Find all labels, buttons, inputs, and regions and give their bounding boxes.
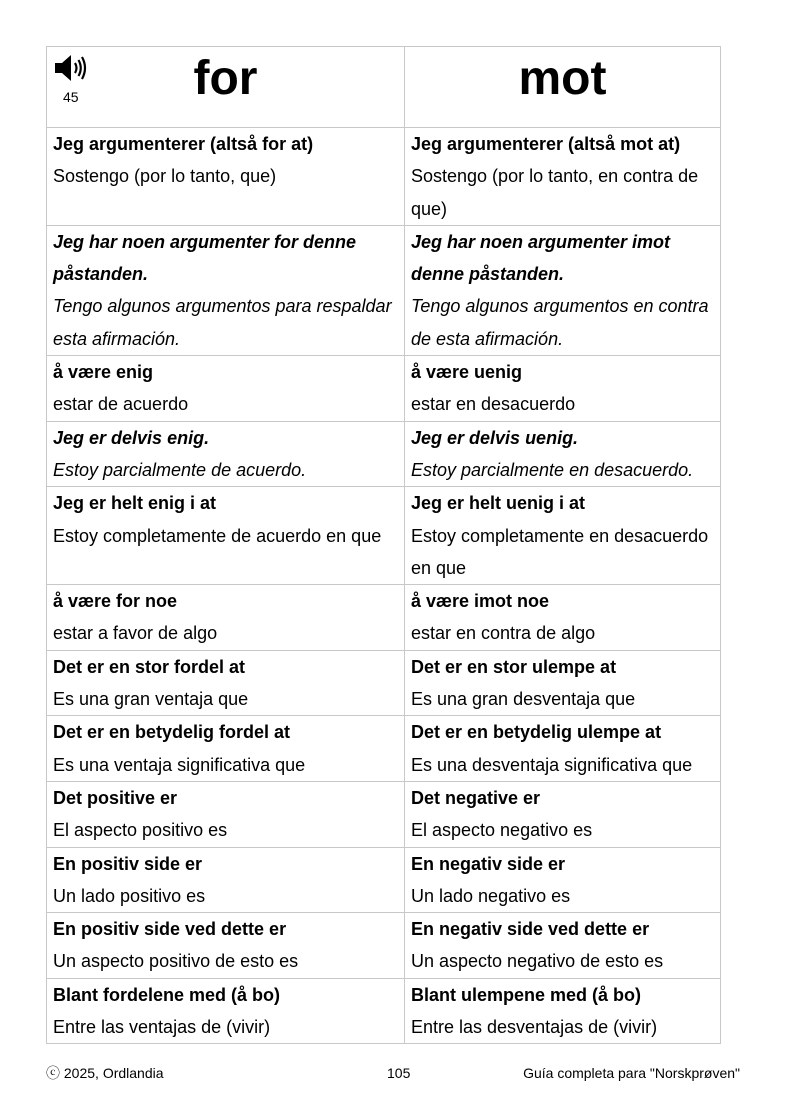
audio-track-number: 45 — [63, 89, 79, 105]
phrase-norwegian: Jeg argumenterer (altså for at) — [53, 134, 314, 154]
cell-for — [47, 487, 405, 585]
phrase-translation: Estoy completamente de acuerdo en que — [53, 525, 382, 546]
cell-mot — [405, 650, 721, 716]
table-row — [47, 978, 721, 1044]
cell-for — [47, 716, 405, 782]
cell-mot — [405, 585, 721, 651]
phrase-norwegian: Jeg argumenterer (altså mot at) — [411, 134, 681, 154]
phrase-translation: Estoy parcialmente en desacuerdo. — [411, 459, 694, 480]
cell-mot — [405, 978, 721, 1044]
phrase-norwegian: Jeg er delvis enig. — [53, 427, 210, 448]
phrase-translation: Entre las desventajas de (vivir) — [411, 1017, 658, 1038]
phrase-translation: estar en contra de algo — [411, 623, 596, 644]
cell-for — [47, 421, 405, 487]
phrase-norwegian: Jeg er helt uenig i at — [411, 493, 586, 514]
phrase-translation: Es una desventaja significativa que — [411, 754, 693, 775]
phrase-norwegian: En positiv side er — [53, 853, 203, 874]
phrase-norwegian: Det er en stor fordel at — [53, 656, 246, 677]
cell-for — [47, 978, 405, 1044]
phrase-translation: estar de acuerdo — [53, 394, 189, 415]
table-row — [47, 650, 721, 716]
phrase-norwegian: Det er en betydelig ulempe at — [411, 722, 662, 743]
phrase-norwegian: Jeg er delvis uenig. — [411, 427, 579, 448]
cell-mot — [405, 356, 721, 422]
footer-page-number: 105 — [387, 1065, 411, 1081]
phrase-norwegian: Det er en betydelig fordel at — [53, 722, 291, 743]
phrase-translation: Estoy parcialmente de acuerdo. — [53, 459, 307, 480]
table-row — [47, 225, 721, 355]
phrase-translation: Tengo algunos argumentos en contra de esta afirmación. — [411, 296, 709, 349]
phrase-norwegian: En positiv side ved dette er — [53, 919, 287, 940]
phrase-translation: Entre las ventajas de (vivir) — [53, 1017, 271, 1038]
header-cell-mot — [405, 47, 721, 128]
cell-for — [47, 585, 405, 651]
phrase-norwegian: En negativ side er — [411, 853, 566, 874]
phrase-translation: Tengo algunos argumentos para respaldar esta afirmación. — [53, 296, 392, 349]
phrase-translation: Sostengo (por lo tanto, en contra de que) — [411, 166, 699, 219]
phrase-norwegian: å være imot noe — [411, 591, 550, 612]
phrase-translation: estar a favor de algo — [53, 623, 218, 644]
phrase-translation: El aspecto positivo es — [53, 820, 228, 841]
table-row — [47, 913, 721, 979]
cell-mot — [405, 847, 721, 913]
phrase-norwegian: å være enig — [53, 362, 154, 383]
table-row — [47, 128, 721, 226]
phrase-translation: Un lado negativo es — [411, 885, 571, 906]
phrase-translation: Un aspecto negativo de esto es — [411, 951, 664, 972]
table-row — [47, 487, 721, 585]
header-cell-for — [47, 47, 405, 128]
table-row — [47, 781, 721, 847]
phrase-norwegian: å være uenig — [411, 362, 523, 383]
phrase-norwegian: Det positive er — [53, 787, 178, 808]
phrase-norwegian: Blant ulempene med (å bo) — [411, 984, 642, 1005]
cell-for — [47, 847, 405, 913]
table-row — [47, 585, 721, 651]
phrase-translation: Sostengo (por lo tanto, que) — [53, 166, 277, 187]
cell-mot — [405, 421, 721, 487]
cell-mot — [405, 781, 721, 847]
cell-mot — [405, 913, 721, 979]
phrase-translation: El aspecto negativo es — [411, 820, 593, 841]
table-row — [47, 847, 721, 913]
table-row — [47, 356, 721, 422]
cell-mot — [405, 716, 721, 782]
column-header-for: for — [193, 52, 258, 105]
phrase-translation: Es una gran ventaja que — [53, 689, 249, 710]
table-header-row — [47, 47, 721, 128]
phrase-norwegian: Det negative er — [411, 787, 541, 808]
cell-for — [47, 781, 405, 847]
column-header-mot: mot — [518, 52, 607, 105]
phrase-translation: Es una gran desventaja que — [411, 689, 636, 710]
footer-book-title: Guía completa para "Norskprøven" — [523, 1065, 740, 1081]
phrase-norwegian: å være for noe — [53, 591, 178, 612]
cell-for — [47, 356, 405, 422]
cell-mot — [405, 128, 721, 226]
phrase-translation: Estoy completamente en desacuerdo en que — [411, 525, 709, 578]
phrase-norwegian: Jeg har noen argumenter for denne påstanden. — [53, 231, 357, 285]
phrase-norwegian: Det er en stor ulempe at — [411, 656, 617, 677]
cell-for — [47, 128, 405, 226]
phrase-norwegian: En negativ side ved dette er — [411, 919, 650, 940]
phrase-translation: Un lado positivo es — [53, 885, 206, 906]
table-row — [47, 421, 721, 487]
footer-copyright: ⓒ 2025, Ordlandia — [46, 1065, 164, 1081]
phrase-translation: estar en desacuerdo — [411, 394, 576, 415]
phrase-norwegian: Jeg har noen argumenter imot denne påstanden. — [411, 231, 671, 285]
phrase-translation: Es una ventaja significativa que — [53, 754, 306, 775]
cell-mot — [405, 225, 721, 355]
phrase-norwegian: Blant fordelene med (å bo) — [53, 984, 281, 1005]
vocabulary-table — [46, 46, 721, 1044]
cell-for — [47, 225, 405, 355]
cell-for — [47, 913, 405, 979]
table-row — [47, 716, 721, 782]
cell-mot — [405, 487, 721, 585]
phrase-norwegian: Jeg er helt enig i at — [53, 493, 217, 514]
phrase-translation: Un aspecto positivo de esto es — [53, 951, 299, 972]
cell-for — [47, 650, 405, 716]
